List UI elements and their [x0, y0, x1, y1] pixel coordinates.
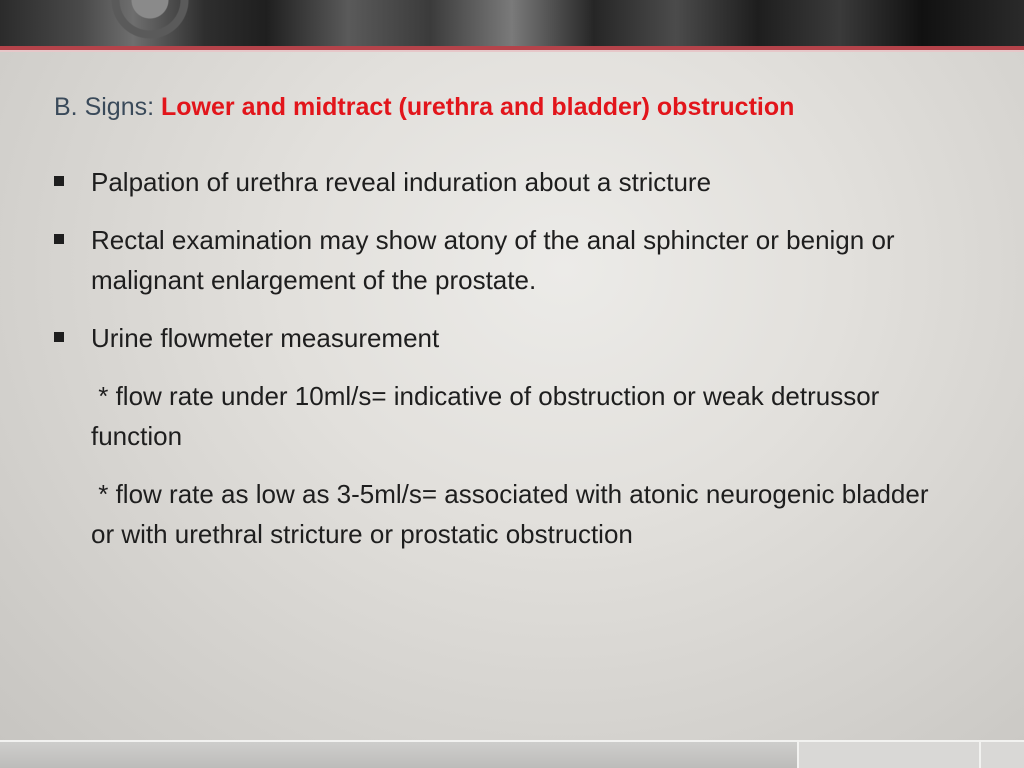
bullet-text: Rectal examination may show atony of the anal sphincter or benign or malignant enlargement of the prostate. — [91, 225, 895, 295]
footer-cell — [979, 742, 1024, 768]
bullet-text: Palpation of urethra reveal induration about a stricture — [91, 167, 712, 197]
square-bullet-icon — [54, 234, 64, 244]
square-bullet-icon — [54, 176, 64, 186]
bullet-item — [54, 220, 954, 300]
header-accent-stripe-light — [0, 50, 1024, 52]
header-decoration-image — [0, 0, 1024, 46]
title-prefix: B. Signs: — [54, 93, 155, 121]
bullet-item — [54, 318, 954, 358]
sub-item-text: * flow rate under 10ml/s= indicative of obstruction or weak detrussor function — [91, 381, 887, 451]
bullet-text: Urine flowmeter measurement — [91, 323, 440, 353]
square-bullet-icon — [54, 332, 64, 342]
title-main: Lower and midtract (urethra and bladder) obstruction — [161, 93, 795, 121]
sub-item — [54, 474, 954, 554]
sub-item — [54, 376, 954, 456]
footer-cell — [797, 742, 979, 768]
slide-title — [54, 90, 994, 124]
bullet-item — [54, 162, 954, 202]
slide-body — [54, 162, 954, 572]
sub-item-text: * flow rate as low as 3-5ml/s= associated with atonic neurogenic bladder or with urethral stricture or prostatic obstruction — [91, 479, 936, 549]
